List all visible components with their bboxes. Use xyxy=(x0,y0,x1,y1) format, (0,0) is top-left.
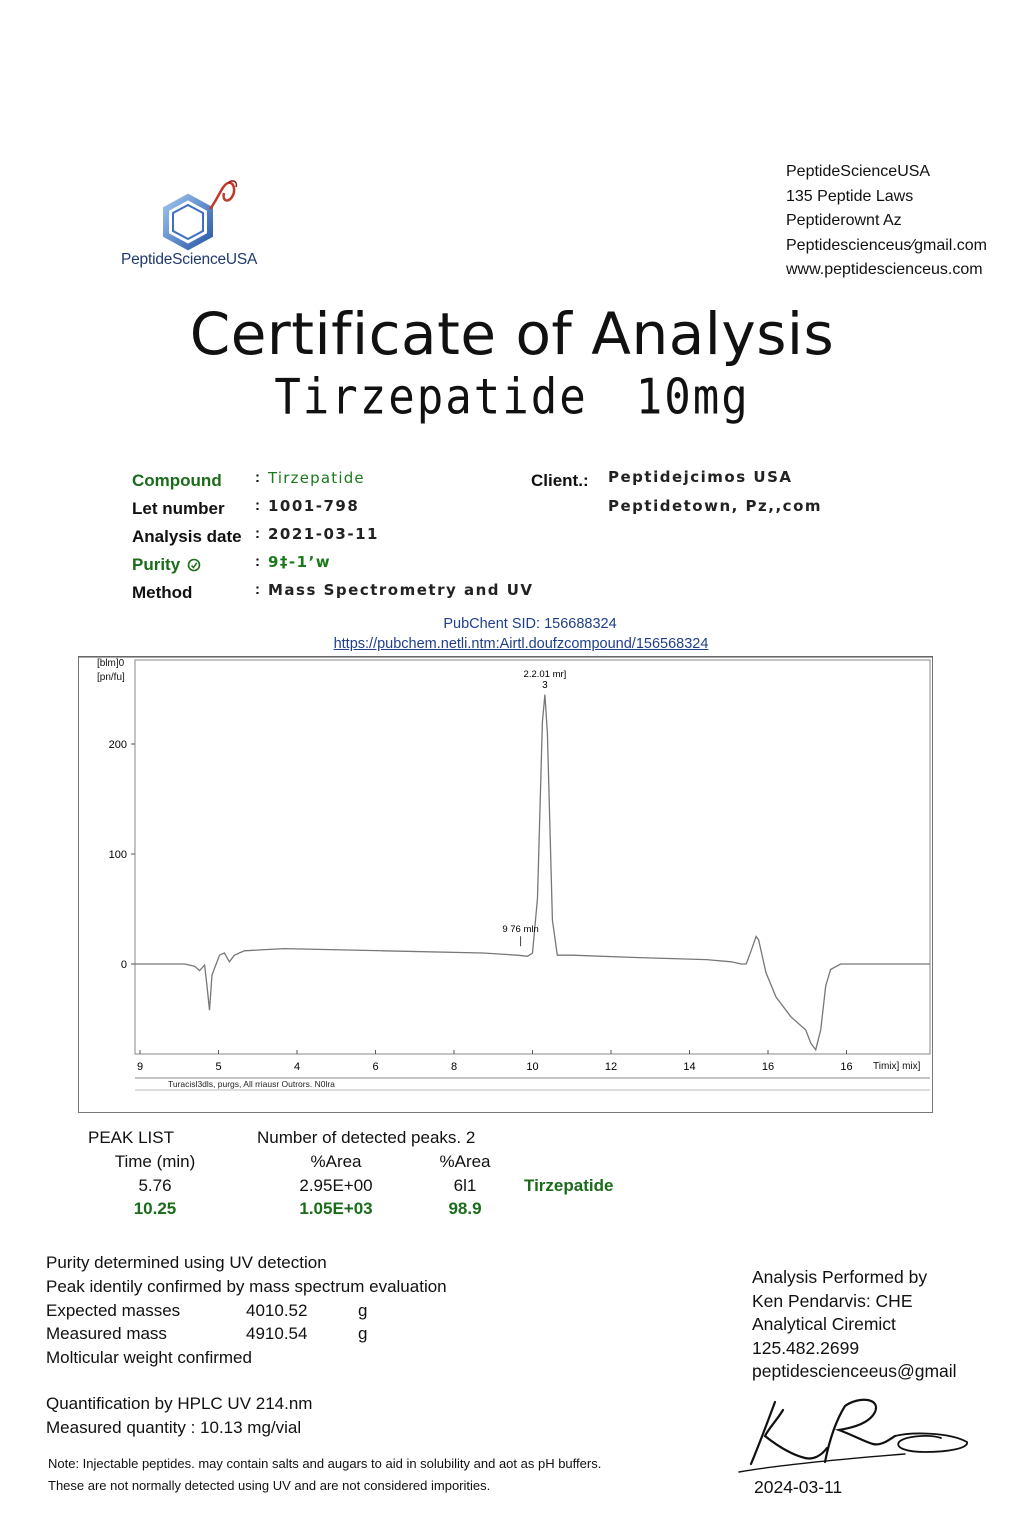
document-title: Certificate of Analysis xyxy=(189,300,835,368)
address-line: www.peptidescienceus.com xyxy=(786,261,983,279)
measured-mass-value: 4910.54 xyxy=(246,1324,308,1343)
product-dose: 10mg xyxy=(635,368,750,427)
chart-caption: Turacisl3dls, purgs, All rriausr Outrors. N0lra xyxy=(168,1079,335,1089)
product-name: Tirzepatide xyxy=(274,368,588,427)
peak-area: 1.05E+03 xyxy=(299,1199,373,1218)
chromatogram-chart xyxy=(78,656,933,1114)
purity-label xyxy=(132,555,201,575)
plot-area xyxy=(135,660,930,1054)
method-label: Method xyxy=(132,583,193,602)
colon: : xyxy=(255,553,260,570)
x-tick-label: 16 xyxy=(840,1061,853,1073)
address-line: 135 Peptide Laws xyxy=(786,187,914,205)
peak-annotation: 9 76 mln xyxy=(502,924,539,936)
header-time: Time (min) xyxy=(114,1152,196,1171)
address-line: Peptiderownt Az xyxy=(786,212,902,230)
company-address xyxy=(786,160,987,283)
peak-time: 10.25 xyxy=(133,1199,177,1218)
analyst-line: Analytical Ciremict xyxy=(752,1314,896,1334)
x-tick-label: 6 xyxy=(372,1061,379,1073)
lot-label: Let number xyxy=(132,499,225,518)
purity-seal-icon xyxy=(187,558,201,572)
logo-text: PeptideScienceUSA xyxy=(121,251,258,268)
footnote-2: These are not normally detected using UV and are not considered imporities. xyxy=(48,1478,491,1493)
x-tick-label: 12 xyxy=(604,1061,618,1073)
analyst-line: 125.482.2699 xyxy=(752,1337,860,1358)
date-value: 2021-03-11 xyxy=(268,525,379,543)
peak-pct: 6l1 xyxy=(453,1176,477,1195)
product-subtitle xyxy=(0,369,1024,426)
colon: : xyxy=(255,469,260,486)
analyst-block xyxy=(752,1266,957,1384)
header-area: %Area xyxy=(310,1152,362,1171)
date-label: Analysis date xyxy=(132,527,242,546)
colon: : xyxy=(255,497,260,514)
peak-compound: Tirzepatide xyxy=(524,1176,614,1195)
analyst-line: peptidescienceeus@gmail xyxy=(752,1361,957,1381)
x-tick-label: 10 xyxy=(526,1061,539,1073)
address-line: PeptideScienceUSA xyxy=(786,163,931,180)
compound-value: Tirzepatide xyxy=(268,469,365,487)
client-address: Peptidetown, Pz,,com xyxy=(608,497,823,515)
x-tick-label: 9 xyxy=(136,1061,144,1073)
analyst-line: Ken Pendarvis: CHE xyxy=(752,1290,913,1311)
analyst-line: Analysis Performed by xyxy=(752,1267,928,1287)
measured-mass-label: Measured mass xyxy=(46,1324,167,1343)
expected-mass-label: Expected masses xyxy=(46,1301,181,1320)
x-tick-label: 5 xyxy=(215,1061,222,1073)
x-axis-label: Timix] mix] xyxy=(873,1061,921,1072)
peak-time: 5.76 xyxy=(138,1176,172,1195)
pubchem-sid: PubChent SID: 156688324 xyxy=(443,616,617,632)
method-value: Mass Spectrometry and UV xyxy=(268,581,534,599)
handwritten-signature xyxy=(735,1392,975,1480)
chart-frame xyxy=(79,657,933,1113)
peak-number: 3 xyxy=(542,680,548,691)
colon: : xyxy=(255,581,260,598)
x-tick-label: 4 xyxy=(293,1061,301,1073)
purity-value: 9‡-1’w xyxy=(268,553,332,571)
address-line: Peptidescienceus⁄gmail.com xyxy=(786,236,987,254)
expected-mass-unit: g xyxy=(358,1301,368,1320)
y-tick-label: 200 xyxy=(108,739,127,751)
x-tick-label: 8 xyxy=(450,1061,458,1073)
x-tick-label: 16 xyxy=(761,1061,775,1073)
colon: : xyxy=(255,525,260,542)
x-tick-label: 14 xyxy=(683,1061,696,1073)
note-quant-value: Measured quantity : 10.13 mg/vial xyxy=(46,1418,302,1437)
note-purity: Purity determined using UV detection xyxy=(46,1253,327,1272)
pubchem-link[interactable]: https://pubchem.netli.ntm:Airtl.doufzcompound/156568324 xyxy=(333,636,709,652)
peak-count: Number of detected peaks. 2 xyxy=(257,1128,476,1147)
y-tick-label: 0 xyxy=(120,959,127,971)
peak-pct: 98.9 xyxy=(448,1199,482,1218)
peak-area: 2.95E+00 xyxy=(299,1176,373,1195)
expected-mass-value: 4010.52 xyxy=(246,1301,308,1320)
note-quant-method: Quantification by HPLC UV 214.nm xyxy=(46,1394,313,1413)
client-name: Peptidejcimos USA xyxy=(608,468,793,486)
lot-value: 1001-798 xyxy=(268,497,360,515)
header-pct: %Area xyxy=(439,1152,491,1171)
y-tick-label: 100 xyxy=(108,849,127,861)
measured-mass-unit: g xyxy=(358,1324,368,1343)
peak-list-title: PEAK LIST xyxy=(88,1128,174,1147)
peak-annotation: 2.2.01 mr] xyxy=(523,669,567,680)
y-axis-label-top: [blm]0 xyxy=(97,658,125,669)
client-label: Client.: xyxy=(531,471,589,490)
compound-label: Compound xyxy=(132,471,222,490)
footnote-1: Note: Injectable peptides. may contain salts and augars to aid in solubility and aot as pH buffers. xyxy=(48,1456,602,1471)
note-mw: Molticular weight confirmed xyxy=(46,1348,252,1367)
chromatogram-trace xyxy=(135,695,930,1050)
signature-date: 2024-03-11 xyxy=(754,1477,843,1497)
note-identity: Peak identily confirmed by mass spectrum evaluation xyxy=(46,1277,447,1296)
y-axis-label: [pn/fu] xyxy=(97,672,125,683)
purity-label-text: Purity xyxy=(132,555,181,574)
